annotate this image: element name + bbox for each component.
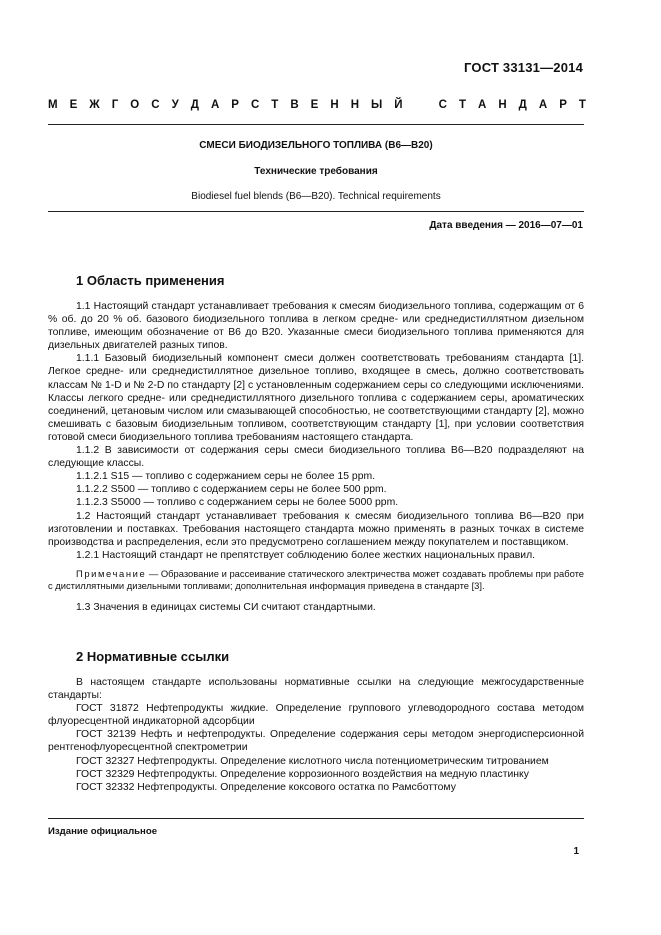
paragraph-1-1-2-2: 1.1.2.2 S500 — топливо с содержанием серы не более 500 ppm. [76,484,387,496]
reference-item: ГОСТ 31872 Нефтепродукты жидкие. Определение группового углеводородного состава методом флуоресцентной индикаторной адсорбции [48,703,584,728]
banner-letter: В [290,99,299,111]
banner-letter: Е [310,99,319,111]
official-edition-label: Издание официальное [48,826,158,837]
banner-letter: Н [498,99,507,111]
banner-letter: У [171,99,179,111]
banner-letter: Н [350,99,359,111]
banner-letter: Т [458,99,466,111]
paragraph-1-3: 1.3 Значения в единицах системы СИ считают стандартными. [76,601,376,613]
reference-item: ГОСТ 32332 Нефтепродукты. Определение коксового остатка по Рамсботтому [76,781,456,793]
interstate-standard-banner [48,99,586,111]
reference-item: ГОСТ 32327 Нефтепродукты. Определение кислотного числа потенциометрическим титрованием [76,755,549,767]
document-title: СМЕСИ БИОДИЗЕЛЬНОГО ТОПЛИВА (В6—В20) [199,140,433,151]
reference-item: ГОСТ 32139 Нефть и нефтепродукты. Определение содержания серы методом энергодисперсионной рентгенофлуоресцентной спектрометрии [48,729,584,754]
paragraph-1-1-2-1: 1.1.2.1 S15 — топливо с содержанием серы не более 15 ppm. [76,471,376,483]
banner-letter: О [130,99,140,111]
banner-letter: Ж [89,99,100,111]
note-text: — Образование и рассеивание статического электричества может создавать проблемы при работе с дистиллятными дизельными топливами; дополнительная информация приведена в стандарте [3]. [48,567,584,592]
banner-letter: С [250,99,260,111]
note [48,568,584,593]
banner-letter: Ы [371,99,383,111]
banner-letter: Е [69,99,78,111]
banner-letter: А [477,99,487,111]
banner-letter: Д [518,99,527,111]
banner-letter: М [48,99,58,111]
paragraph-1-2: 1.2 Настоящий стандарт устанавливает требования к смесям биодизельного топлива В6—В20 при изготовлении и поставках. Требования настоящего стандарта можно применять в разных точках в системе производства и распределения, если это предусмотрено соглашением между покупателем и поставщиком. [48,510,584,548]
section-2-heading: 2 Нормативные ссылки [76,649,230,664]
header-rule [48,124,584,125]
banner-letter: С [151,99,160,111]
banner-letter: С [438,99,447,111]
paragraph-1-2-1: 1.2.1 Настоящий стандарт не препятствует соблюдению более жестких национальных правил. [76,549,536,561]
paragraph-1-1-2-3: 1.1.2.3 S5000 — топливо с содержанием серы не более 5000 ppm. [76,497,399,509]
page-number: 1 [573,846,579,857]
footer-rule [48,818,584,819]
banner-letter: Д [190,99,199,111]
document-title-english: Biodiesel fuel blends (B6—B20). Technical requirements [191,191,441,202]
banner-letter: Р [559,99,567,111]
banner-letter: Р [231,99,239,111]
section-1-heading: 1 Область применения [76,273,225,288]
paragraph-1-1-2: 1.1.2 В зависимости от содержания серы смеси биодизельного топлива В6—В20 подразделяют на следующие классы. [48,445,584,470]
banner-letter: Н [330,99,339,111]
gost-number: ГОСТ 33131—2014 [464,60,583,75]
section-2-body [48,676,584,794]
banner-letter: Т [271,99,279,111]
introduction-date: Дата введения — 2016—07—01 [429,220,583,231]
banner-letter: Й [394,99,403,111]
banner-letter: Г [111,99,119,111]
paragraph-1-1: 1.1 Настоящий стандарт устанавливает требования к смесям биодизельного топлива, содержащим от 6 % об. до 20 % об. базового биодизельного топлива в легком средне- или среднедистиллятном дизельном топливе, имеющим обозначение от В6 до В20. Указанные смеси биодизельного топлива применяются для дизельных двигателей разных типов. [48,301,584,352]
paragraph-1-1-1: 1.1.1 Базовый биодизельный компонент смеси должен соответствовать требованиям стандарта [1]. Легкое средне- или среднедистиллятное дизельное топливо, входящее в смесь, должно соответствовать классам № 1-D и № 2-D по стандарту [2] с установленным содержанием серы со следующими исключениями. Классы легкого средне- или среднедистиллятного дизельного топлива с содержанием серы, ароматических соединений, цетановым числом или смазывающей способностью, не соответствующими стандарту [2], можно смешивать с базовым биодизельным топливом, соответствующим стандарту [1], при условии соответствия готовой смеси биодизельного топлива требованиям настоящего стандарта. [48,353,584,443]
reference-item: ГОСТ 32329 Нефтепродукты. Определение коррозионного воздействия на медную пластинку [76,768,529,780]
banner-letter: А [210,99,220,111]
references-intro: В настоящем стандарте использованы нормативные ссылки на следующие межгосударственные стандарты: [48,677,584,702]
banner-letter: А [538,99,548,111]
note-label: Примечание [76,567,147,579]
title-rule [48,211,584,212]
document-subtitle: Технические требования [254,166,378,177]
section-1-body [48,300,584,614]
banner-letter: Т [578,99,586,111]
